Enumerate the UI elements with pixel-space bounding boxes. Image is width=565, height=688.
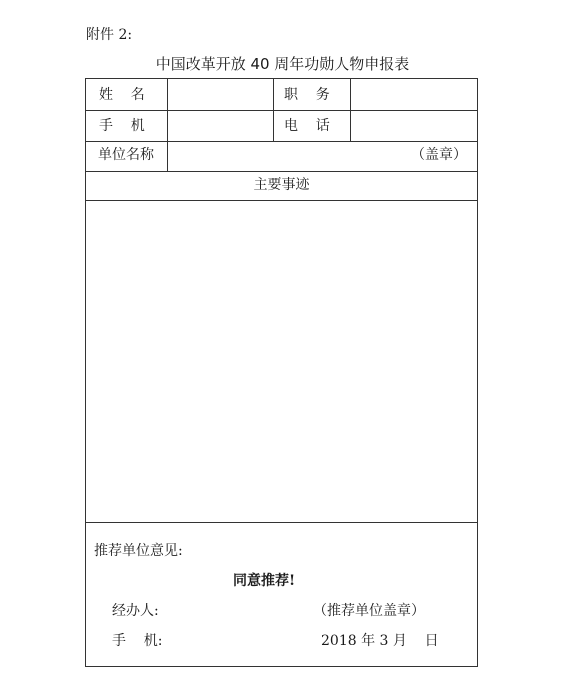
row-divider: [86, 171, 477, 172]
mobile-label: 手 机: [99, 118, 145, 134]
achievements-field[interactable]: [86, 201, 477, 522]
name-label: 姓 名: [99, 87, 145, 103]
handler-label: 经办人:: [112, 603, 159, 619]
row-divider: [86, 522, 477, 523]
phone-field[interactable]: [351, 111, 477, 141]
seal-note: （盖章）: [411, 147, 467, 163]
form-title: 中国改革开放 40 周年功勋人物申报表: [155, 55, 410, 73]
unit-seal-note: （推荐单位盖章）: [313, 603, 425, 619]
date-text: 2018 年 3 月 日: [321, 633, 439, 649]
recommend-opinion-label: 推荐单位意见:: [94, 543, 183, 559]
mobile-field[interactable]: [168, 111, 272, 141]
column-divider: [273, 79, 274, 141]
unit-name-label: 单位名称: [98, 147, 154, 163]
name-field[interactable]: [168, 79, 272, 110]
attachment-label: 附件 2:: [86, 27, 133, 43]
position-field[interactable]: [351, 79, 477, 110]
achievements-header: 主要事迹: [253, 177, 310, 193]
application-form-table: [85, 78, 478, 667]
recommend-mobile-label: 手 机:: [112, 633, 163, 649]
agree-recommend-text: 同意推荐!: [233, 573, 296, 589]
position-label: 职 务: [284, 87, 330, 103]
phone-label: 电 话: [284, 118, 330, 134]
